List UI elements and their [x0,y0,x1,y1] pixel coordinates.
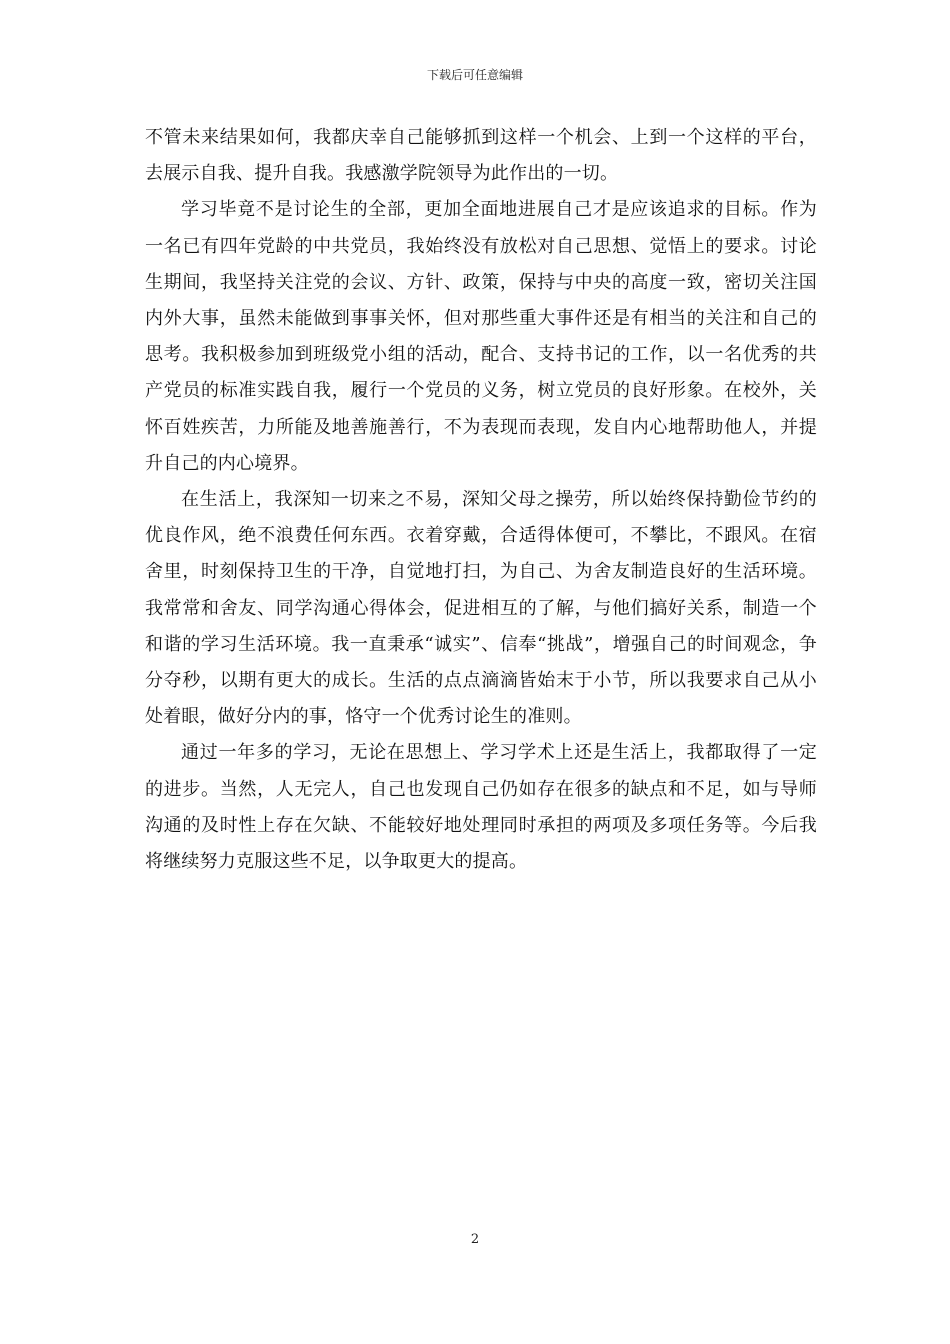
paragraph-continuation: 不管未来结果如何，我都庆幸自己能够抓到这样一个机会、上到一个这样的平台，去展示自我、提升自我。我感激学院领导为此作出的一切。 [145,127,817,185]
paragraph-party-member: 学习毕竟不是讨论生的全部，更加全面地进展自己才是应该追求的目标。作为一名已有四年党龄的中共党员，我始终没有放松对自己思想、觉悟上的要求。讨论生期间，我坚持关注党的会议、方针、政策，保持与中央的高度一致，密切关注国内外大事，虽然未能做到事事关怀，但对那些重大事件还是有相当的关注和自己的思考。我积极参加到班级党小组的活动，配合、支持书记的工作，以一名优秀的共产党员的标准实践自我，履行一个党员的义务，树立党员的良好形象。在校外，关怀百姓疾苦，力所能及地善施善行，不为表现而表现，发自内心地帮助他人，并提升自己的内心境界。 [145,199,817,474]
page-header: 下载后可任意编辑 [426,68,523,82]
paragraph-daily-life: 在生活上，我深知一切来之不易，深知父母之操劳，所以始终保持勤俭节约的优良作风，绝不浪费任何东西。衣着穿戴，合适得体便可，不攀比，不跟风。在宿舍里，时刻保持卫生的干净，自觉地打扫，为自己、为舍友制造良好的生活环境。我常常和舍友、同学沟通心得体会，促进相互的了解，与他们搞好关系，制造一个和谐的学习生活环境。我一直秉承“诚实”、信奉“挑战”，增强自己的时间观念，争分夺秒，以期有更大的成长。生活的点点滴滴皆始末于小节，所以我要求自己从小处着眼，做好分内的事，恪守一个优秀讨论生的准则。 [145,489,817,728]
document-body [145,120,817,880]
page-number: 2 [470,1232,480,1247]
paragraph-summary: 通过一年多的学习，无论在思想上、学习学术上还是生活上，我都取得了一定的进步。当然，人无完人，自己也发现自己仍如存在很多的缺点和不足，如与导师沟通的及时性上存在欠缺、不能较好地处理同时承担的两项及多项任务等。今后我将继续努力克服这些不足，以争取更大的提高。 [145,742,817,873]
